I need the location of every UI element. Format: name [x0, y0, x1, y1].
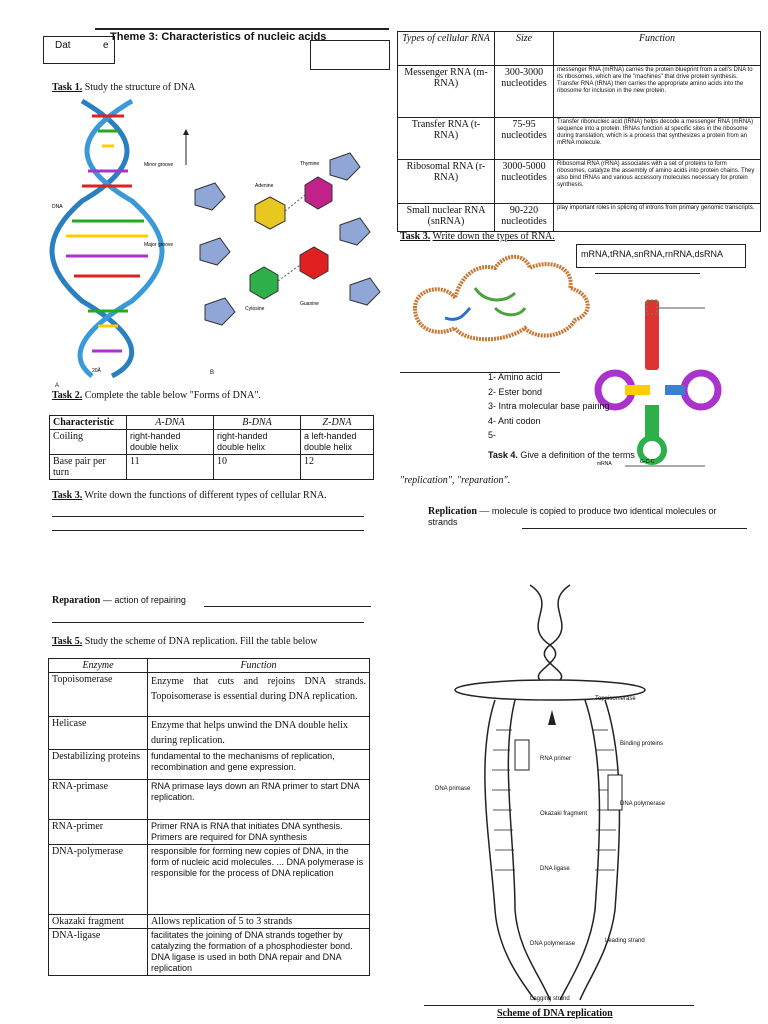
dna-helix-figure — [52, 96, 174, 376]
table-row — [50, 455, 374, 480]
task3-text: Write down the functions of different types of cellular RNA. — [84, 490, 327, 501]
page-title: Theme 3: Characteristics of nucleic acids — [110, 31, 327, 43]
replication-dash: — — [479, 506, 490, 517]
trna-parts-list — [488, 370, 610, 443]
table-row — [50, 430, 374, 455]
forms-cell: 12 — [301, 455, 374, 480]
task1-label: Task 1. — [52, 82, 83, 93]
reparation-label: Reparation — [52, 595, 101, 606]
panel-label-b: B — [210, 370, 215, 376]
forms-header: B-DNA — [214, 416, 301, 430]
table-row — [49, 673, 370, 717]
task3-right-label: Task 3. — [400, 231, 431, 242]
enzyme-name: Destabilizing proteins — [49, 750, 148, 780]
rrna-structure-figure — [405, 248, 605, 348]
enzyme-function: Primer RNA is RNA that initiates DNA synthesis. Primers are required for DNA synthesis — [148, 820, 370, 845]
rna-size: 300-3000 nucleotides — [495, 66, 554, 118]
trna-codon-label: G-C-C — [640, 459, 655, 465]
task3 — [52, 490, 327, 501]
base-label-guanine: Guanine — [300, 301, 319, 307]
scheme-label-lagging-strand: Lagging strand — [530, 996, 570, 1002]
table-row — [49, 820, 370, 845]
scheme-label-okazaki: Okazaki fragment — [540, 811, 588, 817]
rna-function: Ribosomal RNA (rRNA) associates with a set of proteins to form ribosomes, catalyze the assembly of amino acids into protein chains. They also bind tRNAs and various accessory molecules necessary for protein synthesis. — [554, 160, 761, 204]
scheme-label-rna-primer: RNA primer — [540, 756, 572, 762]
forms-cell: 10 — [214, 455, 301, 480]
base-label-thymine: Thymine — [300, 161, 320, 167]
task2 — [52, 390, 261, 401]
enzyme-name: RNA-primer — [49, 820, 148, 845]
rna-types-answer-text: mRNA,tRNA,snRNA,rnRNA,dsRNA — [581, 249, 724, 259]
forms-header: A-DNA — [127, 416, 214, 430]
enzyme-table — [48, 658, 370, 976]
rna-type: Messenger RNA (m-RNA) — [398, 66, 495, 118]
task3-label: Task 3. — [52, 490, 83, 501]
reparation-definition — [52, 595, 186, 606]
scheme-label-dna-polymerase-bottom: DNA polymerase — [530, 941, 576, 947]
helix-label-dna: DNA — [52, 204, 63, 210]
caption-line — [424, 1005, 694, 1006]
forms-header: Characteristic — [50, 416, 127, 430]
scheme-label-topoisomerase: Topoisomerase — [595, 696, 636, 702]
enzyme-function: Enzyme that helps unwind the DNA double helix during replication. — [148, 717, 370, 750]
rna-size: 90-220 nucleotides — [495, 204, 554, 232]
answer-line — [52, 530, 364, 531]
table-row — [49, 929, 370, 976]
table-row — [49, 915, 370, 929]
task3-right-text: Write down the types of RNA. — [432, 231, 555, 242]
table-row — [398, 118, 761, 160]
forms-cell: right-handed double helix — [127, 430, 214, 455]
table-row — [49, 717, 370, 750]
table-row — [49, 845, 370, 915]
answer-line — [52, 622, 364, 623]
base-pair-figure — [180, 125, 390, 365]
answer-line — [522, 528, 747, 529]
task2-label: Task 2. — [52, 390, 83, 401]
enzyme-header: Function — [148, 659, 370, 673]
replication-text: molecule is copied to produce two identical molecules or strands — [428, 506, 717, 527]
task4-terms: "replication", "reparation". — [400, 475, 511, 486]
trna-mrna-label: mRNA — [597, 461, 612, 467]
task4-label: Task 4. — [488, 450, 518, 460]
rna-type: Small nuclear RNA (snRNA) — [398, 204, 495, 232]
dna-forms-table — [49, 415, 374, 480]
enzyme-name: Helicase — [49, 717, 148, 750]
list-item: 1- Amino acid — [488, 372, 543, 382]
base-label-adenine: Adenine — [255, 183, 274, 189]
enzyme-name: DNA-polymerase — [49, 845, 148, 915]
panel-label-a: A — [55, 383, 60, 389]
replication-definition — [428, 506, 748, 528]
date-label-suffix: e — [103, 40, 109, 51]
replication-scheme-caption: Scheme of DNA replication — [497, 1008, 613, 1019]
list-item: 2- Ester bond — [488, 386, 543, 397]
forms-header: Z-DNA — [301, 416, 374, 430]
task2-text: Complete the table below "Forms of DNA". — [84, 390, 261, 401]
forms-cell: right-handed double helix — [214, 430, 301, 455]
rna-header-function: Function — [554, 32, 761, 66]
enzyme-name: Okazaki fragment — [49, 915, 148, 929]
helix-label-minor: Minor groove — [144, 162, 174, 168]
task4 — [488, 450, 635, 460]
table-row — [398, 160, 761, 204]
forms-cell: a left-handed double helix — [301, 430, 374, 455]
table-row — [49, 780, 370, 820]
enzyme-function: Enzyme that cuts and rejoins DNA strands. Topoisomerase is essential during DNA replication. — [148, 673, 370, 717]
scheme-label-leading-strand: Leading strand — [605, 938, 645, 944]
rna-size: 3000-5000 nucleotides — [495, 160, 554, 204]
replication-label: Replication — [428, 506, 477, 517]
enzyme-name: Topoisomerase — [49, 673, 148, 717]
forms-cell: Coiling — [50, 430, 127, 455]
task4-text: Give a definition of the terms — [520, 450, 635, 460]
scheme-label-dna-polymerase-top: DNA polymerase — [620, 801, 666, 807]
base-label-cytosine: Cytosine — [245, 306, 265, 312]
task1 — [52, 82, 195, 93]
enzyme-function: facilitates the joining of DNA strands together by catalyzing the formation of a phosphodiester bond. DNA ligase is used in both DNA repair and DNA replication — [148, 929, 370, 976]
forms-cell: Base pair per turn — [50, 455, 127, 480]
enzyme-function: responsible for forming new copies of DNA, in the form of nucleic acid molecules. ... DNA polymerase is responsible for the process of DNA replication — [148, 845, 370, 915]
rna-function: play important roles in splicing of introns from primary genomic transcripts. — [554, 204, 761, 232]
scheme-label-binding-proteins: Binding proteins — [620, 741, 664, 747]
answer-line — [595, 273, 700, 274]
name-box — [310, 40, 390, 70]
scheme-label-dna-primase: DNA primase — [435, 786, 471, 792]
enzyme-function: fundamental to the mechanisms of replication, recombination and gene expression. — [148, 750, 370, 780]
list-item: 5- — [488, 430, 497, 440]
forms-cell: 11 — [127, 455, 214, 480]
rna-header-size: Size — [495, 32, 554, 66]
rna-type: Transfer RNA (t-RNA) — [398, 118, 495, 160]
list-item: 3- Intra molecular base pairing — [488, 401, 610, 411]
helix-label-20a: 20Å — [92, 368, 101, 374]
rna-header-type: Types of cellular RNA — [398, 32, 495, 66]
answer-line — [204, 606, 371, 607]
enzyme-function: Allows replication of 5 to 3 strands — [148, 915, 370, 929]
list-item: 4- Anti codon — [488, 415, 541, 426]
table-row — [398, 204, 761, 232]
table-row — [49, 750, 370, 780]
table-row — [398, 66, 761, 118]
replication-scheme-figure — [420, 580, 700, 1005]
enzyme-name: DNA-ligase — [49, 929, 148, 976]
task5-text: Study the scheme of DNA replication. Fill the table below — [84, 636, 318, 647]
rna-function: Transfer ribonucleic acid (tRNA) helps decode a messenger RNA (mRNA) sequence into a protein. tRNAs function at specific sites in the ribosome during translation, which is a process that synthesizes a protein from an mRNA molecule. — [554, 118, 761, 160]
rna-type: Ribosomal RNA (r-RNA) — [398, 160, 495, 204]
rna-types-table — [397, 31, 761, 232]
task5 — [52, 636, 317, 647]
rna-size: 75-95 nucleotides — [495, 118, 554, 160]
rna-function: messenger RNA (mRNA) carries the protein blueprint from a cell's DNA to its ribosomes, which are the "machines" that drive protein synthesis. Transfer RNA (tRNA) then carries the appropriate amino acids into the ribosome for inclusion in the new protein. — [554, 66, 761, 118]
trna-cloverleaf-figure — [595, 300, 735, 470]
answer-line — [52, 516, 364, 517]
task5-label: Task 5. — [52, 636, 83, 647]
scheme-label-dna-ligase: DNA ligase — [540, 866, 570, 872]
task3-right — [400, 231, 555, 242]
helix-label-major: Major groove — [144, 242, 174, 248]
reparation-text: — action of repairing — [102, 595, 186, 605]
task1-text: Study the structure of DNA — [84, 82, 196, 93]
date-label: Dat — [55, 40, 71, 51]
enzyme-function: RNA primase lays down an RNA primer to start DNA replication. — [148, 780, 370, 820]
enzyme-name: RNA-primase — [49, 780, 148, 820]
enzyme-header: Enzyme — [49, 659, 148, 673]
